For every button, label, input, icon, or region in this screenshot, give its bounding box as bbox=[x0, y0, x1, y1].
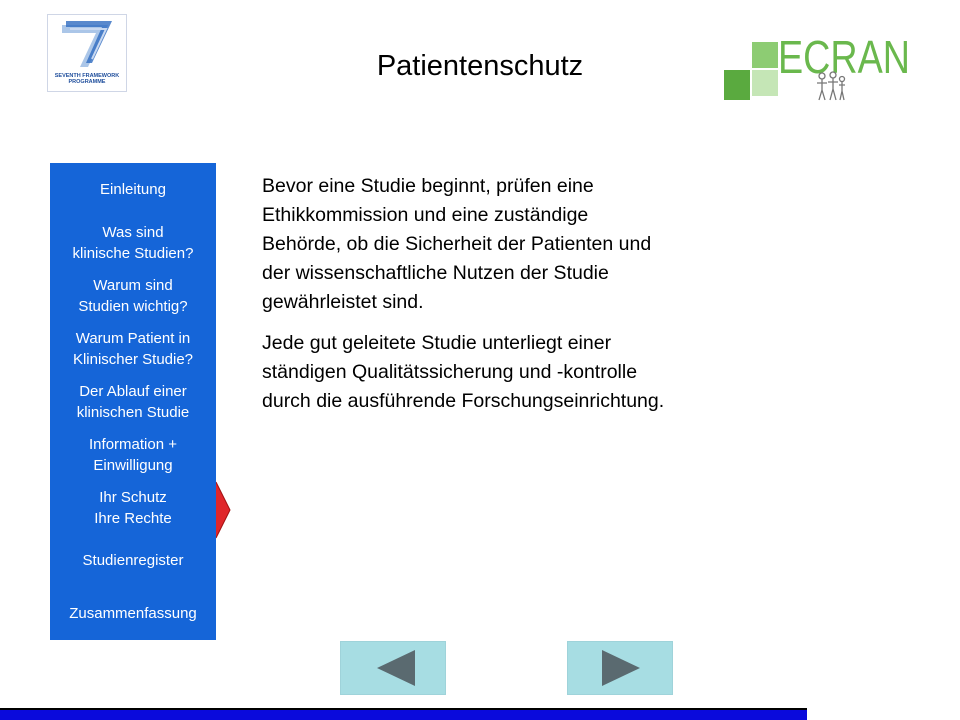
sidebar-item-studienregister[interactable]: Studienregister bbox=[50, 534, 216, 587]
sidebar-item-ihr-schutz[interactable]: Ihr Schutz Ihre Rechte bbox=[50, 481, 216, 534]
sidebar-nav bbox=[50, 163, 216, 640]
logo-square-light bbox=[752, 42, 778, 68]
people-figures-icon bbox=[814, 70, 848, 102]
sidebar-item-ablauf[interactable]: Der Ablauf einer klinischen Studie bbox=[50, 375, 216, 428]
footer-bar bbox=[0, 708, 807, 720]
sidebar-item-warum-patient[interactable]: Warum Patient in Klinischer Studie? bbox=[50, 322, 216, 375]
triangle-left-icon bbox=[341, 642, 445, 694]
ecran-logo bbox=[722, 31, 911, 104]
fp7-logo bbox=[47, 14, 127, 92]
sidebar-item-zusammenfassung[interactable]: Zusammenfassung bbox=[50, 587, 216, 640]
fp7-emblem-icon bbox=[48, 15, 126, 77]
logo-square-pale bbox=[752, 70, 778, 96]
main-content bbox=[262, 172, 672, 428]
paragraph-1: Bevor eine Studie beginnt, prüfen eine Ethikkommission und eine zuständige Behörde, ob die Sicherheit der Patienten und der wissenschaftliche Nutzen der Studie gewährleistet sind. bbox=[262, 175, 652, 313]
ecran-wordmark: ECRAN bbox=[778, 31, 911, 83]
fp7-caption: SEVENTH FRAMEWORK PROGRAMME bbox=[54, 73, 120, 85]
sidebar-item-warum-sind-studien-wichtig[interactable]: Warum sind Studien wichtig? bbox=[50, 269, 216, 322]
triangle-right-icon bbox=[568, 642, 672, 694]
page-title: Patientenschutz bbox=[376, 50, 584, 82]
sidebar-item-was-sind-klinische-studien[interactable]: Was sind klinische Studien? bbox=[50, 216, 216, 269]
sidebar-item-information-einwilligung[interactable]: Information + Einwilligung bbox=[50, 428, 216, 481]
logo-square-dark bbox=[724, 70, 750, 100]
next-button[interactable] bbox=[567, 641, 673, 695]
previous-button[interactable] bbox=[340, 641, 446, 695]
paragraph-2: Jede gut geleitete Studie unterliegt einer ständigen Qualitätssicherung und -kontrolle durch die ausführende Forschungseinrichtung. bbox=[262, 332, 665, 412]
active-item-pointer-icon bbox=[216, 480, 232, 540]
sidebar-item-einleitung[interactable]: Einleitung bbox=[50, 163, 216, 216]
